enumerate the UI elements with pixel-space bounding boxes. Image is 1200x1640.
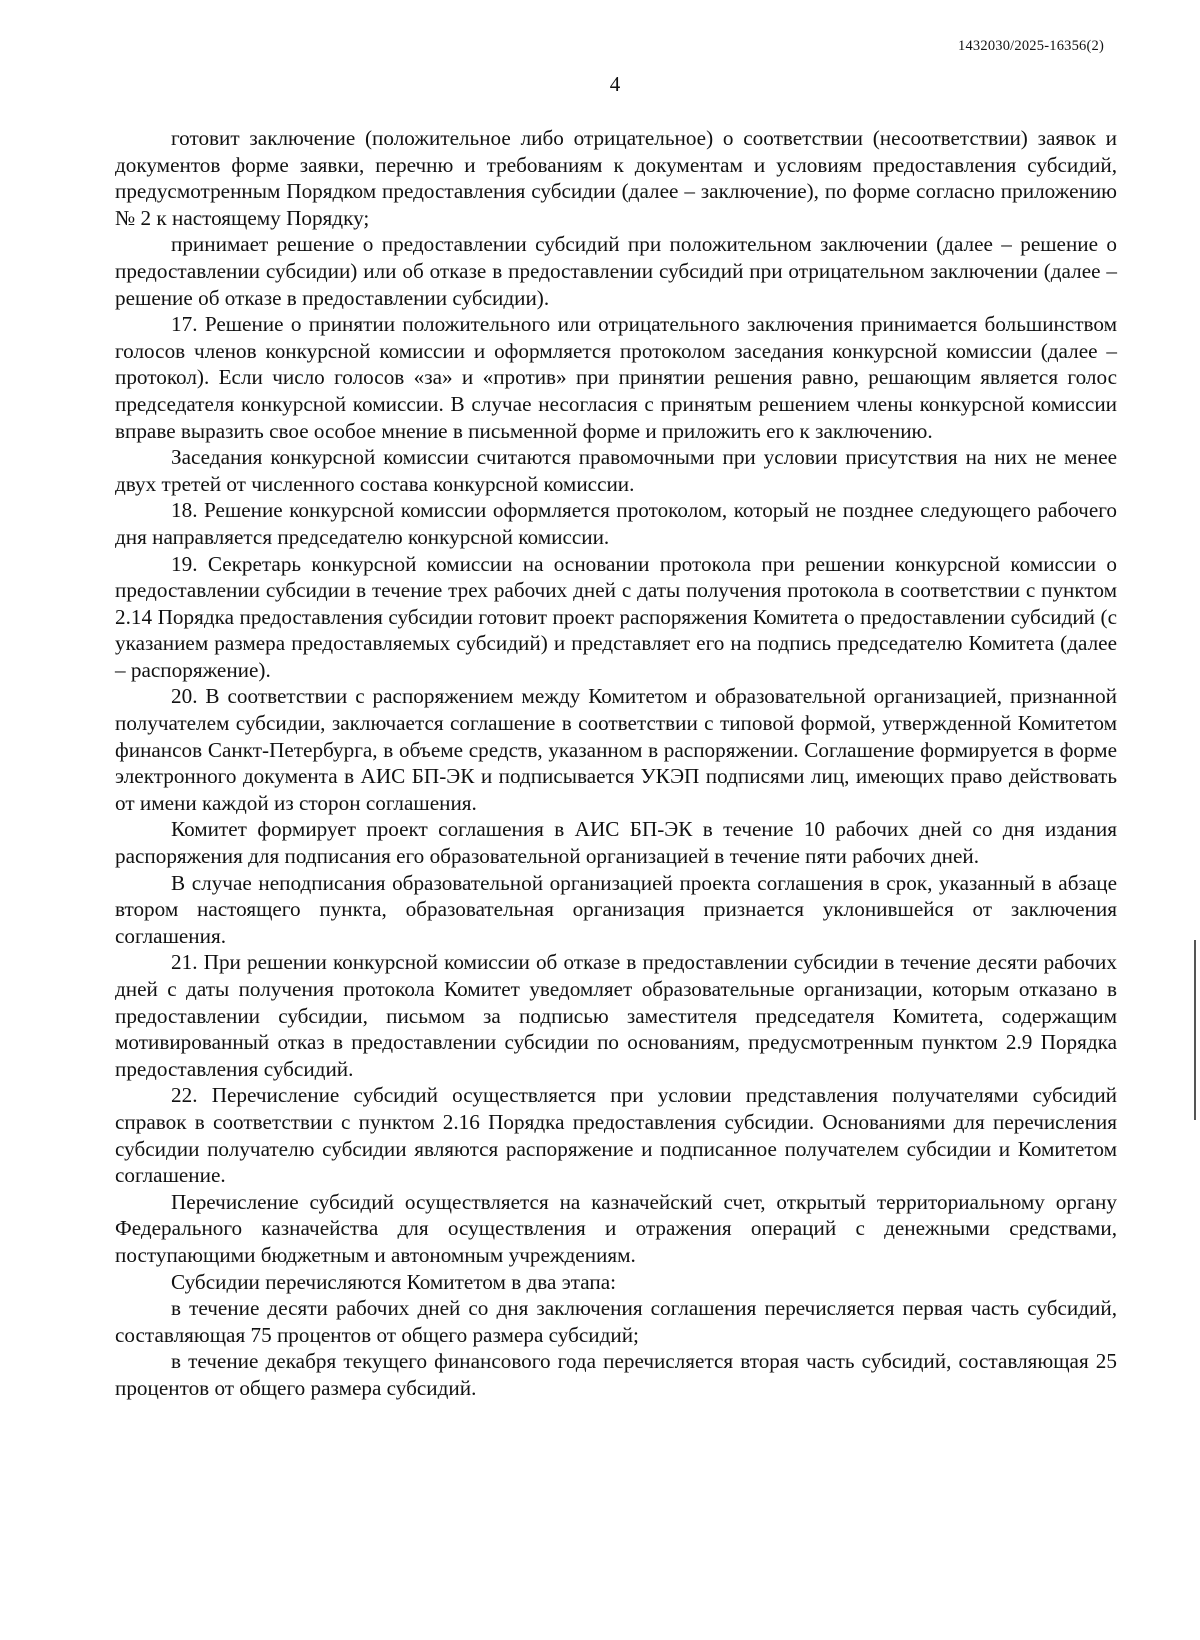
paragraph: Комитет формирует проект соглашения в АИС БП-ЭК в течение 10 рабочих дней со дня издания распоряжения для подписания его образовательной организацией в течение пяти рабочих дней. [115, 817, 1117, 869]
paragraph-item-19: 19. Секретарь конкурсной комиссии на основании протокола при решении конкурсной комиссии о предоставлении субсидии в течение трех рабочих дней с даты получения протокола в соответствии с пунктом 2.14 Порядка предоставления субсидии готовит проект распоряжения Комитета о предоставлении субсидий (с указанием размера предоставляемых субсидий) и представляет его на подпись председателю Комитета (далее – распоряжение). [115, 551, 1117, 682]
paragraph-item-20: 20. В соответствии с распоряжением между Комитетом и образовательной организацией, признанной получателем субсидии, заключается соглашение в соответствии с типовой формой, утвержденной Комитетом финансов Санкт-Петербурга, в объеме средств, указанном в распоряжении. Соглашение формируется в форме электронного документа в АИС БП-ЭК и подписывается УКЭП подписями лиц, имеющих право действовать от имени каждой из сторон соглашения. [115, 684, 1117, 815]
paragraph-item-22: 22. Перечисление субсидий осуществляется при условии представления получателями субсидий справок в соответствии с пунктом 2.16 Порядка предоставления субсидии. Основаниями для перечисления субсидии получателю субсидии являются распоряжение и подписанное получателем субсидии и Комитетом соглашение. [115, 1083, 1117, 1188]
paragraph: принимает решение о предоставлении субсидий при положительном заключении (далее – решение о предоставлении субсидии) или об отказе в предоставлении субсидий при отрицательном заключении (далее – решение об отказе в предоставлении субсидии). [115, 232, 1117, 310]
paragraph: Перечисление субсидий осуществляется на казначейский счет, открытый территориальному органу Федерального казначейства для осуществления и отражения операций с денежными средствами, поступающими бюджетным и автономным учреждениям. [115, 1189, 1117, 1267]
paragraph-item-17: 17. Решение о принятии положительного или отрицательного заключения принимается большинством голосов членов конкурсной комиссии и оформляется протоколом заседания конкурсной комиссии (далее – протокол). Если число голосов «за» и «против» при принятии решения равно, решающим является голос председателя конкурсной комиссии. В случае несогласия с принятым решением члены конкурсной комиссии вправе выразить свое особое мнение в письменной форме и приложить его к заключению. [115, 312, 1117, 443]
paragraph: в течение декабря текущего финансового года перечисляется вторая часть субсидий, составляющая 25 процентов от общего размера субсидий. [115, 1349, 1117, 1400]
paragraph: готовит заключение (положительное либо отрицательное) о соответствии (несоответствии) заявок и документов форме заявки, перечню и требованиям к документам и условиям предоставления субсидий, предусмотренным Порядком предоставления субсидии (далее – заключение), по форме согласно приложению № 2 к настоящему Порядку; [115, 126, 1117, 230]
paragraph: в течение десяти рабочих дней со дня заключения соглашения перечисляется первая часть субсидий, составляющая 75 процентов от общего размера субсидий; [115, 1296, 1117, 1347]
paragraph: В случае неподписания образовательной организацией проекта соглашения в срок, указанный в абзаце втором настоящего пункта, образовательная организация признается уклонившейся от заключения соглашения. [115, 870, 1117, 948]
scan-margin-line [1194, 940, 1196, 1120]
paragraph-item-21: 21. При решении конкурсной комиссии об отказе в предоставлении субсидии в течение десяти рабочих дней с даты получения протокола Комитет уведомляет образовательные организации, которым отказано в предоставлении субсидии, письмом за подписью заместителя председателя Комитета, содержащим мотивированный отказ в предоставлении субсидии по основаниям, предусмотренным пунктом 2.9 Порядка предоставления субсидий. [115, 950, 1117, 1081]
page-number: 4 [609, 72, 621, 96]
paragraph: Заседания конкурсной комиссии считаются правомочными при условии присутствия на них не менее двух третей от численного состава конкурсной комиссии. [115, 445, 1117, 496]
paragraph: Субсидии перечисляются Комитетом в два этапа: [171, 1269, 617, 1294]
document-body [115, 125, 1117, 1402]
paragraph-item-18: 18. Решение конкурсной комиссии оформляется протоколом, который не позднее следующего рабочего дня направляется председателю конкурсной комиссии. [115, 498, 1117, 549]
document-number: 1432030/2025-16356(2) [958, 38, 1104, 54]
